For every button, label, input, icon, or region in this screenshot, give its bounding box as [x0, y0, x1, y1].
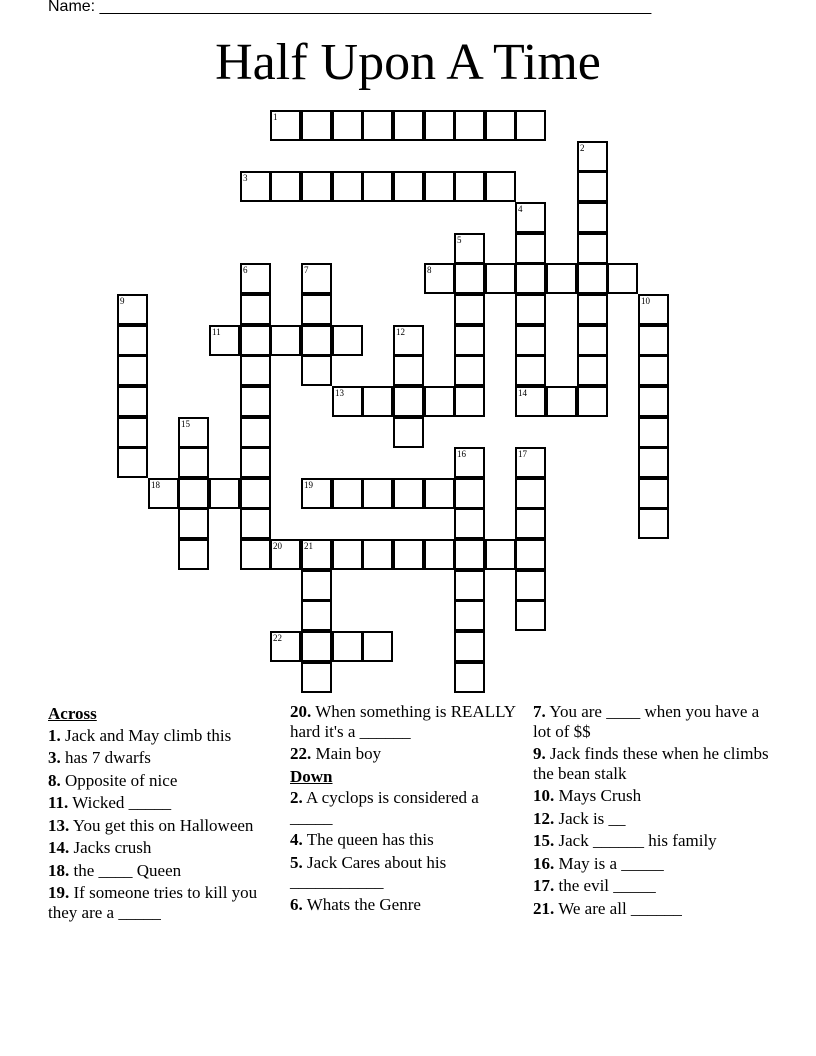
grid-cell[interactable]: [454, 233, 485, 264]
grid-cell[interactable]: [332, 631, 363, 662]
clue-item: [48, 861, 278, 881]
grid-cell[interactable]: [515, 233, 546, 264]
grid-cell[interactable]: [454, 263, 485, 294]
clue-number: 4.: [290, 830, 303, 849]
grid-cell[interactable]: [424, 263, 455, 294]
clue-number: 1.: [48, 725, 61, 745]
grid-cell[interactable]: [485, 539, 516, 570]
grid-cell[interactable]: [178, 478, 209, 509]
clue-item: [533, 809, 773, 829]
clues-column-1: [48, 702, 278, 925]
cell-number: 14: [518, 388, 527, 398]
cell-number: 4: [518, 204, 523, 214]
grid-cell[interactable]: [393, 539, 424, 570]
cell-number: 12: [396, 327, 405, 337]
grid-cell[interactable]: [117, 294, 148, 325]
cell-number: 11: [212, 327, 221, 337]
clue-number: 16.: [533, 853, 555, 873]
grid-cell[interactable]: [270, 110, 301, 141]
grid-cell[interactable]: [240, 263, 271, 294]
page-title: Half Upon A Time: [215, 34, 601, 91]
grid-cell[interactable]: [148, 478, 179, 509]
cell-number: 17: [518, 449, 527, 459]
grid-cell[interactable]: [301, 171, 332, 202]
clue-item: [533, 899, 773, 919]
grid-cell[interactable]: [515, 508, 546, 539]
grid-cell[interactable]: [301, 539, 332, 570]
grid-cell[interactable]: [240, 294, 271, 325]
clue-text: has 7 dwarfs: [60, 748, 151, 767]
grid-cell[interactable]: [454, 386, 485, 417]
clue-text: The queen has this: [302, 830, 434, 849]
clue-number: 20.: [290, 702, 312, 721]
clue-number: 22.: [290, 744, 312, 763]
grid-cell[interactable]: [301, 294, 332, 325]
clue-number: 18.: [48, 860, 70, 880]
grid-cell[interactable]: [515, 600, 546, 631]
grid-cell[interactable]: [424, 478, 455, 509]
grid-cell[interactable]: [178, 539, 209, 570]
clue-item: [48, 748, 278, 768]
grid-cell[interactable]: [332, 386, 363, 417]
grid-cell[interactable]: [638, 386, 669, 417]
cell-number: 15: [181, 419, 190, 429]
clue-text: the ____ Queen: [69, 860, 182, 880]
grid-cell[interactable]: [393, 171, 424, 202]
grid-cell[interactable]: [638, 294, 669, 325]
clue-number: 3.: [48, 748, 61, 767]
grid-cell[interactable]: [515, 386, 546, 417]
grid-cell[interactable]: [577, 263, 608, 294]
grid-cell[interactable]: [301, 662, 332, 693]
grid-cell[interactable]: [393, 325, 424, 356]
grid-cell[interactable]: [515, 570, 546, 601]
grid-cell[interactable]: [393, 386, 424, 417]
grid-cell[interactable]: [240, 539, 271, 570]
cell-number: 7: [304, 265, 309, 275]
grid-cell[interactable]: [515, 539, 546, 570]
grid-cell[interactable]: [424, 110, 455, 141]
clue-item: [48, 726, 278, 746]
cell-number: 18: [151, 480, 160, 490]
cell-number: 16: [457, 449, 466, 459]
grid-cell[interactable]: [301, 355, 332, 386]
cell-number: 13: [335, 388, 344, 398]
clue-text: Jack finds these when he climbs the bean stalk: [533, 744, 769, 783]
grid-cell[interactable]: [485, 263, 516, 294]
cell-number: 9: [120, 296, 125, 306]
grid-cell[interactable]: [515, 447, 546, 478]
clue-item: [290, 744, 522, 764]
grid-cell[interactable]: [117, 386, 148, 417]
grid-cell[interactable]: [240, 417, 271, 448]
grid-cell[interactable]: [454, 110, 485, 141]
grid-cell[interactable]: [393, 110, 424, 141]
section-header: Down: [290, 766, 333, 786]
grid-cell[interactable]: [607, 263, 638, 294]
grid-cell[interactable]: [270, 539, 301, 570]
clue-text: Jack and May climb this: [60, 725, 232, 745]
clue-text: Opposite of nice: [60, 770, 178, 790]
grid-cell[interactable]: [209, 325, 240, 356]
clue-text: If someone tries to kill you they are a _____: [48, 883, 258, 922]
clue-text: Whats the Genre: [302, 894, 421, 914]
grid-cell[interactable]: [393, 417, 424, 448]
grid-cell[interactable]: [240, 355, 271, 386]
grid-cell[interactable]: [301, 600, 332, 631]
cell-number: 20: [273, 541, 282, 551]
grid-cell[interactable]: [362, 478, 393, 509]
grid-cell[interactable]: [515, 355, 546, 386]
grid-cell[interactable]: [362, 631, 393, 662]
grid-cell[interactable]: [117, 447, 148, 478]
clue-text: Mays Crush: [554, 786, 642, 805]
clue-text: You get this on Halloween: [69, 815, 254, 835]
clue-item: [290, 895, 522, 915]
grid-cell[interactable]: [454, 508, 485, 539]
section-header: Across: [48, 704, 97, 723]
clue-number: 6.: [290, 894, 303, 914]
grid-cell[interactable]: [424, 386, 455, 417]
grid-cell[interactable]: [515, 325, 546, 356]
grid-cell[interactable]: [332, 110, 363, 141]
grid-cell[interactable]: [577, 355, 608, 386]
clue-text: Jacks crush: [69, 838, 152, 857]
cell-number: 3: [243, 173, 248, 183]
cell-number: 2: [580, 143, 585, 153]
grid-cell[interactable]: [332, 539, 363, 570]
grid-cell[interactable]: [638, 508, 669, 539]
grid-cell[interactable]: [362, 110, 393, 141]
clue-number: 13.: [48, 815, 70, 835]
grid-cell[interactable]: [546, 386, 577, 417]
grid-cell[interactable]: [577, 386, 608, 417]
grid-cell[interactable]: [515, 202, 546, 233]
clue-text: We are all ______: [554, 898, 682, 918]
grid-cell[interactable]: [577, 294, 608, 325]
clue-item: [533, 854, 773, 874]
grid-cell[interactable]: [577, 171, 608, 202]
grid-cell[interactable]: [301, 478, 332, 509]
grid-cell[interactable]: [546, 263, 577, 294]
grid-cell[interactable]: [209, 478, 240, 509]
grid-cell[interactable]: [454, 600, 485, 631]
grid-cell[interactable]: [454, 355, 485, 386]
grid-cell[interactable]: [270, 171, 301, 202]
clue-item: [533, 876, 773, 896]
grid-cell[interactable]: [240, 478, 271, 509]
cell-number: 10: [641, 296, 650, 306]
grid-cell[interactable]: [362, 171, 393, 202]
grid-cell[interactable]: [515, 478, 546, 509]
clue-text: Jack is __: [554, 808, 626, 828]
grid-cell[interactable]: [301, 631, 332, 662]
grid-cell[interactable]: [577, 141, 608, 172]
grid-cell[interactable]: [485, 110, 516, 141]
clue-text: When something is REALLY hard it's a ______: [290, 702, 516, 741]
grid-cell[interactable]: [577, 233, 608, 264]
grid-cell[interactable]: [638, 478, 669, 509]
grid-cell[interactable]: [577, 325, 608, 356]
grid-cell[interactable]: [638, 355, 669, 386]
grid-cell[interactable]: [332, 171, 363, 202]
grid-cell[interactable]: [393, 478, 424, 509]
cell-number: 22: [273, 633, 282, 643]
clue-number: 15.: [533, 831, 555, 850]
grid-cell[interactable]: [240, 325, 271, 356]
clue-text: Main boy: [311, 744, 382, 763]
clue-text: Wicked _____: [68, 793, 172, 812]
grid-cell[interactable]: [301, 263, 332, 294]
clue-number: 5.: [290, 852, 303, 872]
grid-cell[interactable]: [638, 447, 669, 478]
grid-cell[interactable]: [454, 478, 485, 509]
clue-item: [48, 816, 278, 836]
grid-cell[interactable]: [270, 631, 301, 662]
clue-number: 12.: [533, 808, 555, 828]
clue-item: [48, 838, 278, 858]
clue-number: 21.: [533, 898, 555, 918]
cell-number: 6: [243, 265, 248, 275]
grid-cell[interactable]: [117, 325, 148, 356]
clues-column-3: [533, 702, 773, 921]
clue-number: 11.: [48, 793, 69, 812]
grid-cell[interactable]: [515, 110, 546, 141]
cell-number: 19: [304, 480, 313, 490]
cell-number: 8: [427, 265, 432, 275]
clue-number: 17.: [533, 876, 555, 895]
grid-cell[interactable]: [178, 508, 209, 539]
clue-item: [290, 702, 522, 741]
clue-text: Jack Cares about his ___________: [290, 852, 447, 891]
clue-text: the evil _____: [554, 876, 656, 895]
grid-cell[interactable]: [332, 325, 363, 356]
grid-cell[interactable]: [454, 662, 485, 693]
grid-cell[interactable]: [424, 539, 455, 570]
clue-item: [48, 793, 278, 813]
clue-number: 19.: [48, 883, 70, 902]
clue-item: [290, 853, 522, 892]
clue-text: May is a _____: [554, 853, 664, 873]
grid-cell[interactable]: [301, 325, 332, 356]
grid-cell[interactable]: [301, 570, 332, 601]
grid-cell[interactable]: [454, 539, 485, 570]
grid-cell[interactable]: [393, 355, 424, 386]
grid-cell[interactable]: [638, 417, 669, 448]
clue-number: 7.: [533, 702, 546, 721]
clue-item: [533, 831, 773, 851]
grid-cell[interactable]: [515, 263, 546, 294]
grid-cell[interactable]: [240, 508, 271, 539]
clues-column-2: [290, 702, 522, 917]
grid-cell[interactable]: [638, 325, 669, 356]
grid-cell[interactable]: [424, 171, 455, 202]
grid-cell[interactable]: [240, 386, 271, 417]
clue-number: 2.: [290, 788, 303, 807]
clue-item: [533, 786, 773, 806]
grid-cell[interactable]: [270, 325, 301, 356]
grid-cell[interactable]: [178, 417, 209, 448]
grid-cell[interactable]: [240, 171, 271, 202]
grid-cell[interactable]: [454, 570, 485, 601]
clue-number: 8.: [48, 770, 61, 790]
grid-cell[interactable]: [454, 294, 485, 325]
grid-cell[interactable]: [515, 294, 546, 325]
grid-cell[interactable]: [362, 386, 393, 417]
clue-item: [290, 788, 522, 827]
grid-cell[interactable]: [117, 417, 148, 448]
clue-item: [48, 771, 278, 791]
clue-text: You are ____ when you have a lot of $$: [533, 702, 760, 741]
grid-cell[interactable]: [454, 171, 485, 202]
grid-cell[interactable]: [178, 447, 209, 478]
cell-number: 5: [457, 235, 462, 245]
cell-number: 1: [273, 112, 278, 122]
clue-text: Jack ______ his family: [554, 831, 717, 850]
cell-number: 21: [304, 541, 313, 551]
grid-cell[interactable]: [301, 110, 332, 141]
grid-cell[interactable]: [332, 478, 363, 509]
grid-cell[interactable]: [454, 325, 485, 356]
grid-cell[interactable]: [454, 447, 485, 478]
clue-item: [48, 883, 278, 922]
grid-cell[interactable]: [362, 539, 393, 570]
clue-number: 14.: [48, 838, 70, 857]
grid-cell[interactable]: [240, 447, 271, 478]
clue-item: [533, 744, 773, 783]
grid-cell[interactable]: [454, 631, 485, 662]
clue-number: 10.: [533, 786, 555, 805]
name-line: Name: ______________________________________________________________: [48, 0, 652, 15]
grid-cell[interactable]: [577, 202, 608, 233]
clue-number: 9.: [533, 744, 546, 763]
grid-cell[interactable]: [485, 171, 516, 202]
clue-item: [533, 702, 773, 741]
clue-text: A cyclops is considered a _____: [290, 788, 479, 827]
clue-item: [290, 830, 522, 850]
grid-cell[interactable]: [117, 355, 148, 386]
